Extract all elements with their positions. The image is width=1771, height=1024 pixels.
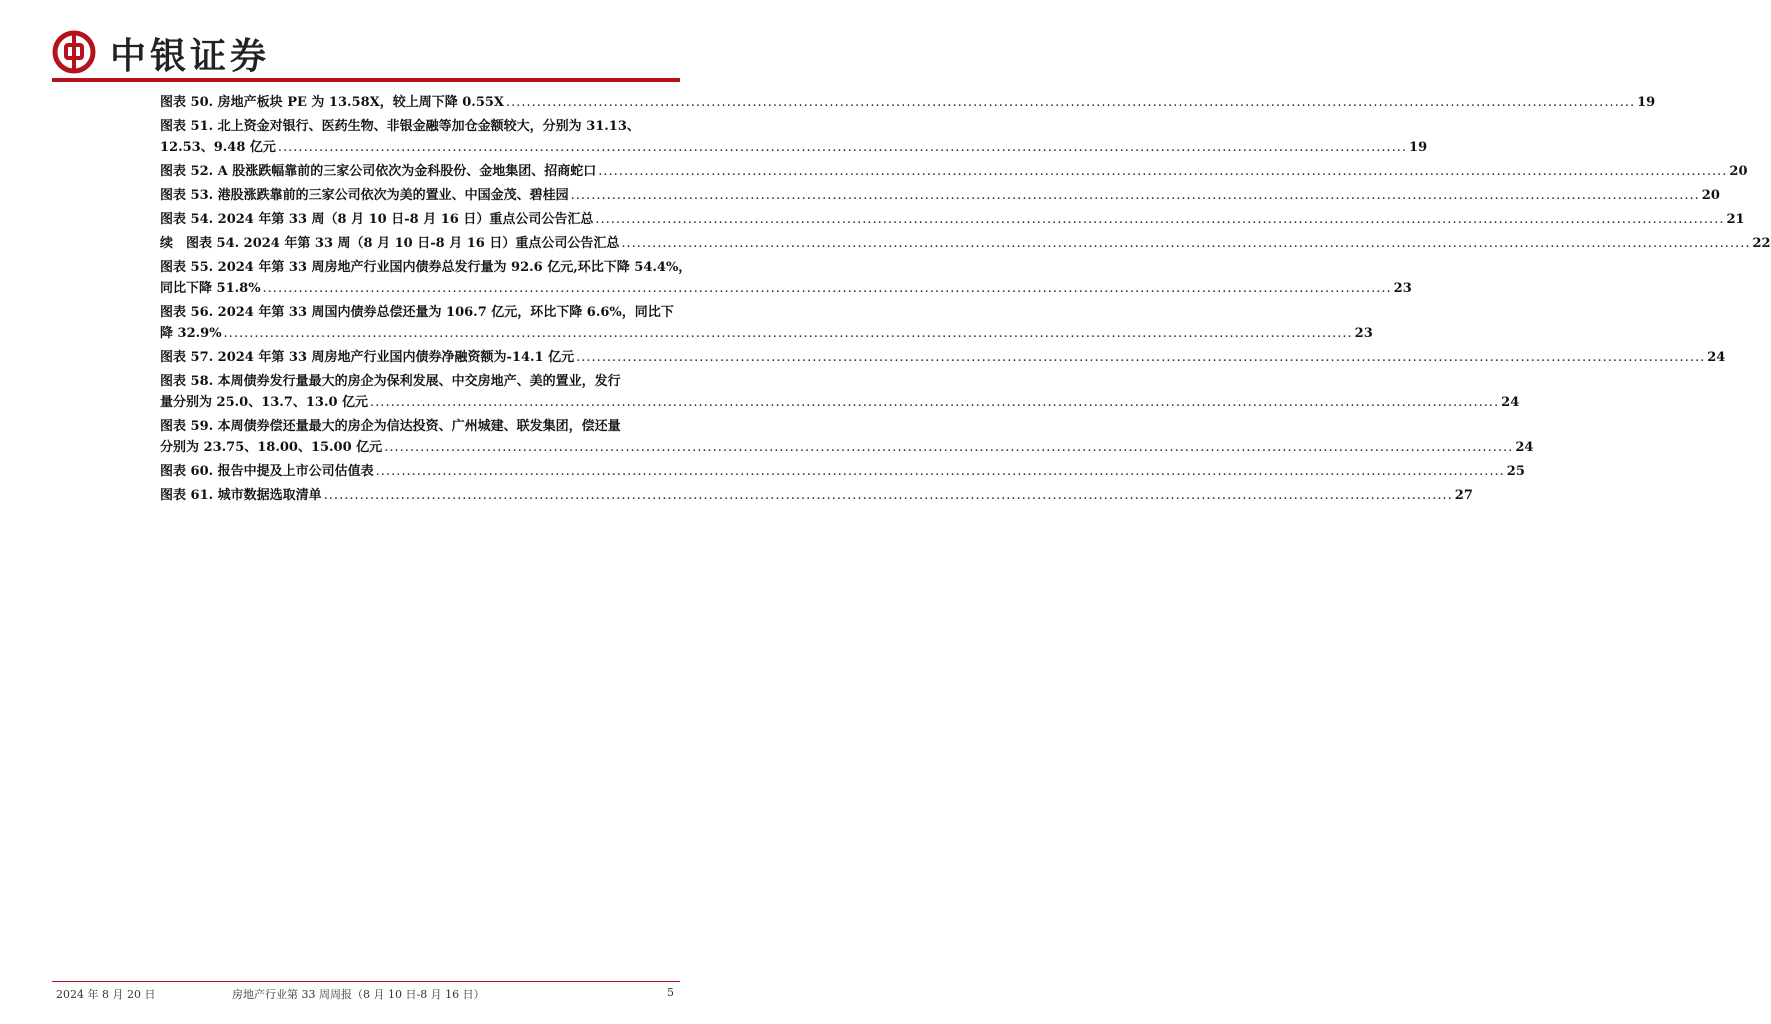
toc-entry-text: 图表 51. 北上资金对银行、医药生物、非银金融等加仓金额较大，分别为 31.13、 — [160, 119, 640, 134]
toc-entry[interactable] — [160, 461, 1525, 482]
toc-entry-text: 图表 60. 报告中提及上市公司估值表 — [160, 464, 374, 479]
toc-page-number: 21 — [1726, 212, 1745, 227]
toc-entry[interactable] — [160, 371, 1520, 413]
toc-page-number: 23 — [1393, 281, 1412, 296]
toc-entry-text: 图表 54. 2024 年第 33 周（8 月 10 日-8 月 16 日）重点公司公告汇总 — [160, 212, 594, 227]
dot-leader — [324, 485, 1453, 506]
dot-leader — [376, 461, 1505, 482]
dot-leader — [224, 323, 1353, 344]
toc-entry[interactable] — [160, 209, 1745, 230]
toc-entry[interactable] — [160, 485, 1473, 506]
toc-entry-text: 图表 58. 本周债券发行量最大的房企为保利发展、中交房地产、美的置业，发行 — [160, 374, 621, 389]
toc-page-number: 19 — [1637, 95, 1656, 110]
toc-entry-text: 续 图表 54. 2024 年第 33 周（8 月 10 日-8 月 16 日）重点公司公告汇总 — [160, 236, 620, 251]
toc-page-number: 22 — [1752, 236, 1771, 251]
toc-entry-text: 图表 57. 2024 年第 33 周房地产行业国内债券净融资额为-14.1 亿元 — [160, 350, 575, 365]
toc-entry-text: 图表 50. 房地产板块 PE 为 13.58X，较上周下降 0.55X — [160, 95, 504, 110]
dot-leader — [595, 209, 1724, 230]
toc-entry-text: 图表 53. 港股涨跌靠前的三家公司依次为美的置业、中国金茂、碧桂园 — [160, 188, 569, 203]
dot-leader — [621, 233, 1750, 254]
brand-name: 中银证券 — [110, 36, 271, 77]
toc-entry-text: 图表 55. 2024 年第 33 周房地产行业国内债券总发行量为 92.6 亿元,环比下降 54.4%， — [160, 260, 692, 275]
toc-entry-text: 分别为 23.75、18.00、15.00 亿元 — [160, 440, 383, 455]
toc-entry-text: 同比下降 51.8% — [160, 281, 261, 296]
toc-page-number: 27 — [1454, 488, 1473, 503]
dot-leader — [384, 437, 1513, 458]
toc-entry[interactable] — [160, 233, 1771, 254]
toc-entry[interactable] — [160, 116, 1428, 158]
dot-leader — [278, 137, 1407, 158]
header-divider — [52, 78, 680, 82]
bank-of-china-logo-icon — [52, 30, 96, 74]
toc-entry-text: 12.53、9.48 亿元 — [160, 140, 276, 155]
toc-page-number: 25 — [1506, 464, 1525, 479]
toc-entry-text: 量分别为 25.0、13.7、13.0 亿元 — [160, 395, 369, 410]
toc-entry-text: 图表 56. 2024 年第 33 周国内债券总偿还量为 106.7 亿元，环比下降 6.6%，同比下 — [160, 305, 674, 320]
toc-page-number: 24 — [1515, 440, 1534, 455]
toc-page-number: 20 — [1701, 188, 1720, 203]
toc-entry[interactable] — [160, 416, 1534, 458]
toc-entry[interactable] — [160, 347, 1726, 368]
toc-page-number: 19 — [1409, 140, 1428, 155]
toc-entry[interactable] — [160, 302, 1373, 344]
dot-leader — [598, 161, 1727, 182]
toc-entry[interactable] — [160, 185, 1720, 206]
toc-entry[interactable] — [160, 92, 1656, 113]
footer-date: 2024 年 8 月 20 日 — [56, 988, 156, 1001]
dot-leader — [506, 92, 1635, 113]
toc-entry[interactable] — [160, 161, 1748, 182]
footer-page-number: 5 — [667, 986, 674, 999]
toc-entry-text: 降 32.9% — [160, 326, 222, 341]
toc-entry-text: 图表 59. 本周债券偿还量最大的房企为信达投资、广州城建、联发集团，偿还量 — [160, 419, 621, 434]
dot-leader — [576, 347, 1705, 368]
toc-entry-text: 图表 52. A 股涨跌幅靠前的三家公司依次为金科股份、金地集团、招商蛇口 — [160, 164, 597, 179]
dot-leader — [571, 185, 1700, 206]
figure-list — [160, 92, 1771, 509]
toc-page-number: 20 — [1729, 164, 1748, 179]
toc-page-number: 24 — [1501, 395, 1520, 410]
toc-page-number: 23 — [1354, 326, 1373, 341]
dot-leader — [370, 392, 1499, 413]
toc-entry-text: 图表 61. 城市数据选取清单 — [160, 488, 322, 503]
dot-leader — [263, 278, 1392, 299]
footer-report-title: 房地产行业第 33 周周报（8 月 10 日-8 月 16 日） — [232, 988, 485, 1001]
toc-page-number: 24 — [1707, 350, 1726, 365]
toc-entry[interactable] — [160, 257, 1412, 299]
footer-divider — [52, 981, 680, 982]
